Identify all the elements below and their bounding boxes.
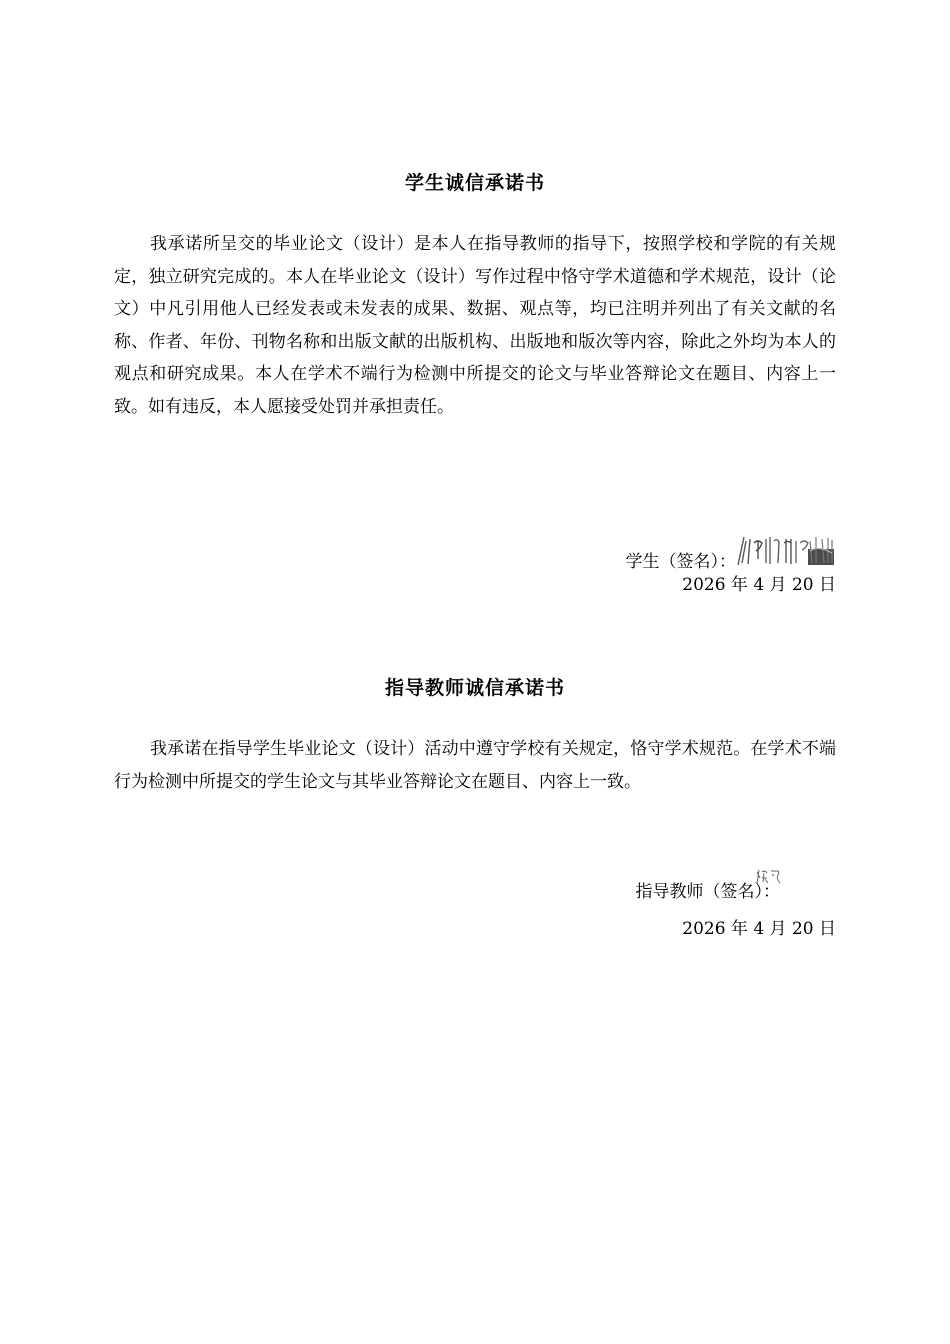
student-signature-label: 学生（签名）： bbox=[625, 552, 736, 572]
student-pledge-title: 学生诚信承诺书 bbox=[404, 172, 545, 194]
advisor-pledge-title: 指导教师诚信承诺书 bbox=[384, 677, 565, 699]
student-signature-line bbox=[626, 533, 837, 572]
advisor-pledge-body: 我承诺在指导学生毕业论文（设计）活动中遵守学校有关规定，恪守学术规范。在学术不端行为检测中所提交的学生论文与其毕业答辩论文在题目、内容上一致。 bbox=[114, 739, 836, 792]
advisor-handwritten-signature bbox=[755, 868, 783, 890]
advisor-signature-label: 指导教师（签名）： bbox=[635, 882, 780, 902]
student-pledge-body: 我承诺所呈交的毕业论文（设计）是本人在指导教师的指导下，按照学校和学院的有关规定，独立研究完成的。本人在毕业论文（设计）写作过程中恪守学术道德和学术规范，设计（论文）中凡引用他人已经发表或未发表的成果、数据、观点等，均已注明并列出了有关文献的名称、作者、年份、刊物名称和出版文献的出版机构、出版地和版次等内容，除此之外均为本人的观点和研究成果。本人在学术不端行为检测中所提交的论文与毕业答辩论文在题目、内容上一致。如有违反，本人愿接受处罚并承担责任。 bbox=[114, 234, 836, 417]
student-signature-date: 2026 年 4 月 20 日 bbox=[682, 575, 836, 595]
advisor-signature-date: 2026 年 4 月 20 日 bbox=[682, 919, 836, 939]
student-handwritten-signature bbox=[736, 533, 836, 572]
